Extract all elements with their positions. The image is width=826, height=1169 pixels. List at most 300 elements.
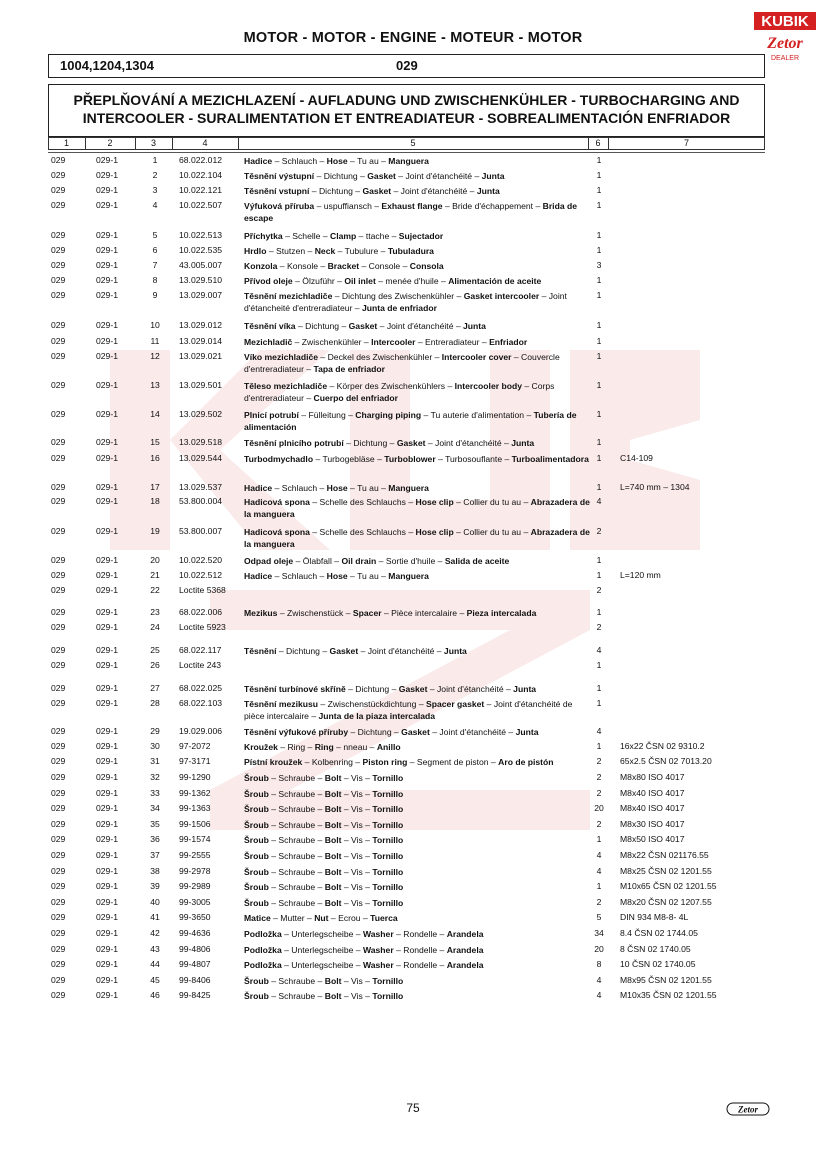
part-number-cell: 10.022.535	[179, 245, 223, 255]
description-term: Neck	[314, 246, 336, 256]
quantity-cell: 1	[596, 290, 602, 300]
group-cell: 029	[51, 230, 66, 240]
description-term: Šroub	[244, 789, 269, 799]
description-cell	[244, 155, 590, 167]
part-number-cell: 68.022.006	[179, 607, 223, 617]
description-term: Plnicí potrubí	[244, 410, 299, 420]
description-term: Podložka	[244, 929, 282, 939]
subgroup-cell: 029-1	[96, 185, 118, 195]
group-cell: 029	[51, 555, 66, 565]
position-cell: 15	[150, 437, 160, 447]
part-number-cell: 43.005.007	[179, 260, 223, 270]
description-term: Piston ring	[362, 757, 408, 767]
description-term: Hose	[326, 156, 348, 166]
subgroup-cell: 029-1	[96, 290, 118, 300]
subgroup-cell: 029-1	[96, 585, 118, 595]
description-text: – Joint d'étanchéité –	[395, 171, 482, 181]
description-cell	[244, 570, 590, 582]
description-text: – Joint d'étanchéité –	[358, 646, 444, 656]
quantity-cell: 3	[596, 260, 602, 270]
description-text: – Rondelle –	[393, 945, 447, 955]
part-number-cell: 19.029.006	[179, 726, 223, 736]
description-text: – Dichtung –	[343, 438, 397, 448]
column-header-5: 5	[410, 138, 416, 148]
quantity-cell: 1	[596, 170, 602, 180]
svg-text:DEALER: DEALER	[770, 55, 800, 62]
position-cell: 43	[150, 944, 160, 954]
position-cell: 34	[150, 803, 160, 813]
description-text: – Turbogebläse –	[313, 454, 385, 464]
description-text: – Tu au –	[347, 156, 389, 166]
description-text: – Schlauch –	[272, 571, 327, 581]
group-cell: 029	[51, 897, 66, 907]
quantity-cell: 1	[596, 453, 602, 463]
subgroup-cell: 029-1	[96, 726, 118, 736]
description-term: Manguera	[388, 571, 429, 581]
position-cell: 37	[150, 850, 160, 860]
group-cell: 029	[51, 185, 66, 195]
description-text: – Konsole –	[277, 261, 328, 271]
quantity-cell: 2	[596, 622, 602, 632]
position-cell: 39	[150, 881, 160, 891]
description-term: Přívod oleje	[244, 276, 293, 286]
description-term: Kroužek	[244, 742, 278, 752]
part-number-cell: 99-3650	[179, 912, 211, 922]
description-text: – Vis –	[341, 820, 373, 830]
column-header-1: 1	[63, 138, 69, 148]
group-cell: 029	[51, 200, 66, 210]
note-cell: M10x35 ČSN 02 1201.55	[620, 990, 717, 1000]
description-term: Cuerpo del enfriador	[313, 393, 398, 403]
description-term: Tornillo	[372, 773, 404, 783]
quantity-cell: 1	[596, 741, 602, 751]
description-term: Gasket	[362, 186, 392, 196]
description-term: Ring	[314, 742, 334, 752]
description-term: Bolt	[324, 804, 342, 814]
note-cell: DIN 934 M8-8- 4L	[620, 912, 689, 922]
part-number-cell: 10.022.512	[179, 570, 223, 580]
note-cell: L=120 mm	[620, 570, 661, 580]
description-term: Turbodmychadlo	[244, 454, 314, 464]
position-cell: 2	[152, 170, 158, 180]
note-cell: M8x30 ISO 4017	[620, 819, 685, 829]
description-text: – Körper des Zwischenkühlers –	[327, 381, 455, 391]
group-cell: 029	[51, 741, 66, 751]
subgroup-cell: 029-1	[96, 453, 118, 463]
description-text: – Vis –	[341, 867, 373, 877]
group-cell: 029	[51, 585, 66, 595]
quantity-cell: 2	[596, 897, 602, 907]
note-cell: C14-109	[620, 453, 653, 463]
description-term: Intercooler cover	[441, 352, 512, 362]
position-cell: 22	[150, 585, 160, 595]
subgroup-cell: 029-1	[96, 380, 118, 390]
subgroup-cell: 029-1	[96, 482, 118, 492]
description-text: – Dichtung –	[314, 171, 368, 181]
description-cell	[244, 866, 590, 878]
description-cell	[244, 881, 590, 893]
description-text: – Ölabfall –	[293, 556, 342, 566]
note-cell: 8.4 ČSN 02 1744.05	[620, 928, 698, 938]
group-cell: 029	[51, 482, 66, 492]
group-cell: 029	[51, 607, 66, 617]
quantity-cell: 1	[596, 607, 602, 617]
group-cell: 029	[51, 683, 66, 693]
description-term: Gasket	[398, 684, 428, 694]
description-cell	[244, 912, 590, 924]
description-term: Gasket	[401, 727, 430, 737]
description-term: Oil inlet	[344, 276, 376, 286]
description-term: Gasket	[329, 646, 359, 656]
group-cell: 029	[51, 409, 66, 419]
description-cell	[244, 320, 590, 332]
description-term: Arandela	[446, 945, 484, 955]
quantity-cell: 4	[596, 496, 602, 506]
description-text: – Mutter –	[270, 913, 315, 923]
description-cell	[244, 959, 590, 971]
description-text: – Dichtung –	[276, 646, 330, 656]
description-term: Hose clip	[415, 497, 454, 507]
description-cell	[244, 409, 590, 433]
quantity-cell: 1	[596, 482, 602, 492]
group-cell: 029	[51, 155, 66, 165]
part-number-cell: 10.022.520	[179, 555, 223, 565]
description-text: – Pièce intercalaire –	[381, 608, 467, 618]
note-cell: M8x40 ISO 4017	[620, 803, 685, 813]
description-cell	[244, 336, 590, 348]
description-term: Gasket	[396, 438, 426, 448]
quantity-cell: 1	[596, 834, 602, 844]
quantity-cell: 2	[596, 585, 602, 595]
description-text: – Schraube –	[268, 991, 325, 1001]
quantity-cell: 1	[596, 409, 602, 419]
description-term: Spacer	[352, 608, 382, 618]
svg-text:KUBIK: KUBIK	[761, 13, 809, 30]
description-text: – Vis –	[341, 789, 373, 799]
part-number-cell: 13.029.007	[179, 290, 223, 300]
description-text: – Tu au –	[347, 571, 389, 581]
description-term: Tornillo	[372, 835, 404, 845]
subgroup-cell: 029-1	[96, 275, 118, 285]
description-term: Hrdlo	[244, 246, 267, 256]
description-text: – Vis –	[341, 851, 373, 861]
description-term: Nut	[314, 913, 329, 923]
group-cell: 029	[51, 336, 66, 346]
group-cell: 029	[51, 788, 66, 798]
description-term: Washer	[362, 960, 394, 970]
description-term: Abrazadera de la manguera	[244, 527, 590, 549]
group-cell: 029	[51, 622, 66, 632]
position-cell: 28	[150, 698, 160, 708]
description-cell	[244, 788, 590, 800]
description-cell	[244, 526, 590, 550]
description-term: Hose clip	[415, 527, 454, 537]
description-term: Tornillo	[372, 789, 404, 799]
description-term: Oil drain	[341, 556, 377, 566]
position-cell: 29	[150, 726, 160, 736]
description-text: – Ecrou –	[328, 913, 371, 923]
description-text: – Vis –	[341, 898, 373, 908]
description-cell	[244, 245, 590, 257]
description-cell	[244, 380, 590, 404]
group-cell: 029	[51, 866, 66, 876]
description-text: – Zwischenkühler –	[292, 337, 372, 347]
description-cell	[244, 275, 590, 287]
description-term: Tubuladura	[387, 246, 434, 256]
subgroup-cell: 029-1	[96, 336, 118, 346]
title-line-1: PŘEPLŇOVÁNÍ A MEZICHLAZENÍ - AUFLADUNG UND ZWISCHENKÜHLER - TURBOCHARGING AND	[73, 92, 740, 108]
position-cell: 30	[150, 741, 160, 751]
position-cell: 32	[150, 772, 160, 782]
description-term: Těsnění výfukové příruby	[244, 727, 349, 737]
description-term: Junta de la piaza intercalada	[318, 711, 436, 721]
description-term: Podložka	[244, 960, 282, 970]
quantity-cell: 2	[596, 819, 602, 829]
part-number-cell: 10.022.507	[179, 200, 223, 210]
subgroup-cell: 029-1	[96, 230, 118, 240]
part-number-cell: 68.022.012	[179, 155, 223, 165]
description-text: – Joint d'étanchéité –	[425, 438, 512, 448]
description-term: Těsnění mezichladiče	[244, 291, 333, 301]
description-term: Junta	[463, 321, 486, 331]
quantity-cell: 20	[594, 803, 604, 813]
description-cell	[244, 756, 590, 768]
quantity-cell: 2	[596, 526, 602, 536]
description-term: Alimentación de aceite	[448, 276, 542, 286]
position-cell: 13	[150, 380, 160, 390]
description-term: Hadicová spona	[244, 497, 310, 507]
svg-text:Zetor: Zetor	[767, 35, 803, 52]
subgroup-cell: 029-1	[96, 645, 118, 655]
description-text: – Schraube –	[268, 851, 325, 861]
description-term: Intercooler	[371, 337, 416, 347]
description-term: Hadice	[244, 571, 273, 581]
description-text: – Corps d'entreradiateur –	[244, 381, 555, 403]
description-term: Tuerca	[370, 913, 398, 923]
description-text: – Schraube –	[268, 976, 325, 986]
description-text: – Ölzuführ –	[292, 276, 345, 286]
description-term: Šroub	[244, 882, 269, 892]
position-cell: 10	[150, 320, 160, 330]
subgroup-cell: 029-1	[96, 741, 118, 751]
description-term: Šroub	[244, 976, 269, 986]
note-cell: L=740 mm – 1304	[620, 482, 690, 492]
description-cell	[244, 741, 590, 753]
subgroup-cell: 029-1	[96, 570, 118, 580]
description-text: – Schlauch –	[272, 483, 327, 493]
description-term: Šroub	[244, 804, 269, 814]
quantity-cell: 1	[596, 185, 602, 195]
position-cell: 18	[150, 496, 160, 506]
part-number-cell: 53.800.007	[179, 526, 223, 536]
description-text: – Collier du tu au –	[453, 497, 531, 507]
quantity-cell: 4	[596, 726, 602, 736]
description-text: – Dichtung –	[345, 684, 399, 694]
position-cell: 40	[150, 897, 160, 907]
subgroup-cell: 029-1	[96, 756, 118, 766]
description-cell	[244, 555, 590, 567]
group-cell: 029	[51, 570, 66, 580]
group-cell: 029	[51, 290, 66, 300]
subgroup-cell: 029-1	[96, 409, 118, 419]
group-cell: 029	[51, 881, 66, 891]
description-term: Manguera	[388, 156, 429, 166]
svg-text:Zetor: Zetor	[738, 1104, 758, 1115]
group-cell: 029	[51, 320, 66, 330]
description-term: Tornillo	[372, 976, 404, 986]
description-cell	[244, 200, 590, 224]
part-number-cell: Loctite 5368	[179, 585, 226, 595]
part-number-cell: 68.022.117	[179, 645, 222, 655]
part-number-cell: 68.022.025	[179, 683, 223, 693]
subgroup-cell: 029-1	[96, 866, 118, 876]
description-term: Hadicová spona	[244, 527, 310, 537]
note-cell: M8x80 ISO 4017	[620, 772, 685, 782]
description-text: – Unterlegscheibe –	[281, 945, 363, 955]
group-cell: 029	[51, 260, 66, 270]
group-cell: 029	[51, 380, 66, 390]
part-number-cell: 10.022.513	[179, 230, 223, 240]
description-term: Bolt	[324, 898, 342, 908]
group-cell: 029	[51, 928, 66, 938]
subgroup-cell: 029-1	[96, 975, 118, 985]
description-text: – Schelle des Schlauchs –	[309, 497, 416, 507]
subgroup-cell: 029-1	[96, 245, 118, 255]
part-number-cell: 68.022.103	[179, 698, 223, 708]
description-term: Tornillo	[372, 882, 404, 892]
description-term: Šroub	[244, 991, 269, 1001]
description-term: Washer	[362, 929, 394, 939]
group-cell: 029	[51, 726, 66, 736]
description-cell	[244, 482, 590, 494]
part-number-cell: 13.029.502	[179, 409, 223, 419]
description-text: – Tubulure –	[335, 246, 388, 256]
note-cell: M8x20 ČSN 02 1207.55	[620, 897, 712, 907]
part-number-cell: 99-3005	[179, 897, 211, 907]
description-cell	[244, 496, 590, 520]
note-cell: 16x22 ČSN 02 9310.2	[620, 741, 705, 751]
description-text: – Stutzen –	[266, 246, 315, 256]
quantity-cell: 2	[596, 756, 602, 766]
subgroup-cell: 029-1	[96, 622, 118, 632]
position-cell: 11	[150, 336, 160, 346]
description-term: Bolt	[324, 835, 342, 845]
description-text: – Collier du tu au –	[453, 527, 531, 537]
description-cell	[244, 645, 590, 657]
quantity-cell: 4	[596, 850, 602, 860]
quantity-cell: 2	[596, 788, 602, 798]
description-cell	[244, 944, 590, 956]
description-term: Šroub	[244, 773, 269, 783]
description-term: Tubería de alimentación	[244, 410, 577, 432]
description-text: – Ring –	[277, 742, 315, 752]
description-text: – Schraube –	[268, 898, 325, 908]
part-number-cell: 13.029.510	[179, 275, 223, 285]
quantity-cell: 5	[596, 912, 602, 922]
position-cell: 24	[150, 622, 160, 632]
page-number: 75	[406, 1101, 420, 1115]
description-text: – Joint d'étancheité d'entreradiateur –	[244, 291, 567, 313]
quantity-cell: 4	[596, 990, 602, 1000]
description-cell	[244, 928, 590, 940]
part-number-cell: 97-2072	[179, 741, 211, 751]
part-number-cell: 99-2555	[179, 850, 211, 860]
description-text: – Dichtung –	[348, 727, 402, 737]
part-number-cell: 13.029.501	[179, 380, 223, 390]
description-term: Těsnění turbínové skříně	[244, 684, 346, 694]
part-number-cell: 99-8406	[179, 975, 211, 985]
position-cell: 26	[150, 660, 160, 670]
position-cell: 35	[150, 819, 160, 829]
description-term: Těsnění	[244, 646, 277, 656]
position-cell: 31	[150, 756, 160, 766]
description-term: Tornillo	[372, 804, 404, 814]
group-cell: 029	[51, 834, 66, 844]
description-text: – Joint d'étanchéité –	[427, 684, 514, 694]
description-term: Těleso mezichladiče	[244, 381, 328, 391]
description-cell	[244, 230, 590, 242]
subgroup-cell: 029-1	[96, 912, 118, 922]
description-term: Junta de enfriador	[361, 303, 437, 313]
section-title: MOTOR - MOTOR - ENGINE - MOTEUR - MOTOR	[243, 30, 583, 46]
description-cell	[244, 185, 590, 197]
position-cell: 14	[150, 409, 160, 419]
subgroup-cell: 029-1	[96, 819, 118, 829]
description-term: Consola	[409, 261, 444, 271]
description-term: Aro de pistón	[498, 757, 554, 767]
part-number-cell: 99-8425	[179, 990, 211, 1000]
note-cell: M10x65 ČSN 02 1201.55	[620, 881, 717, 891]
group-cell: 029	[51, 850, 66, 860]
subgroup-cell: 029-1	[96, 803, 118, 813]
subgroup-cell: 029-1	[96, 555, 118, 565]
description-text: – Kolbenring –	[302, 757, 363, 767]
quantity-cell: 8	[596, 959, 602, 969]
description-text: – Schraube –	[268, 820, 325, 830]
position-cell: 25	[150, 645, 160, 655]
position-cell: 41	[150, 912, 160, 922]
group-number: 029	[396, 58, 418, 73]
column-header-4: 4	[202, 138, 208, 148]
part-number-cell: 99-2989	[179, 881, 211, 891]
group-cell: 029	[51, 990, 66, 1000]
description-term: Exhaust flange	[381, 201, 443, 211]
description-text: – Bride d'échappement –	[442, 201, 543, 211]
part-number-cell: 99-1290	[179, 772, 211, 782]
description-text: – Dichtung –	[309, 186, 363, 196]
description-text: – Console –	[359, 261, 410, 271]
description-cell	[244, 607, 590, 619]
part-number-cell: Loctite 5923	[179, 622, 226, 632]
description-text: – Dichtung des Zwischenkühler –	[332, 291, 464, 301]
part-number-cell: 99-1506	[179, 819, 211, 829]
description-term: Těsnění výstupní	[244, 171, 315, 181]
subgroup-cell: 029-1	[96, 683, 118, 693]
description-term: Šroub	[244, 851, 269, 861]
description-term: Turboalimentadora	[511, 454, 589, 464]
description-term: Bolt	[324, 991, 342, 1001]
group-cell: 029	[51, 245, 66, 255]
position-cell: 45	[150, 975, 160, 985]
description-term: Konzola	[244, 261, 278, 271]
description-text: – Rondelle –	[393, 960, 447, 970]
subgroup-cell: 029-1	[96, 351, 118, 361]
subgroup-cell: 029-1	[96, 881, 118, 891]
description-term: Junta	[476, 186, 500, 196]
position-cell: 36	[150, 834, 160, 844]
description-term: Junta	[443, 646, 467, 656]
group-cell: 029	[51, 944, 66, 954]
